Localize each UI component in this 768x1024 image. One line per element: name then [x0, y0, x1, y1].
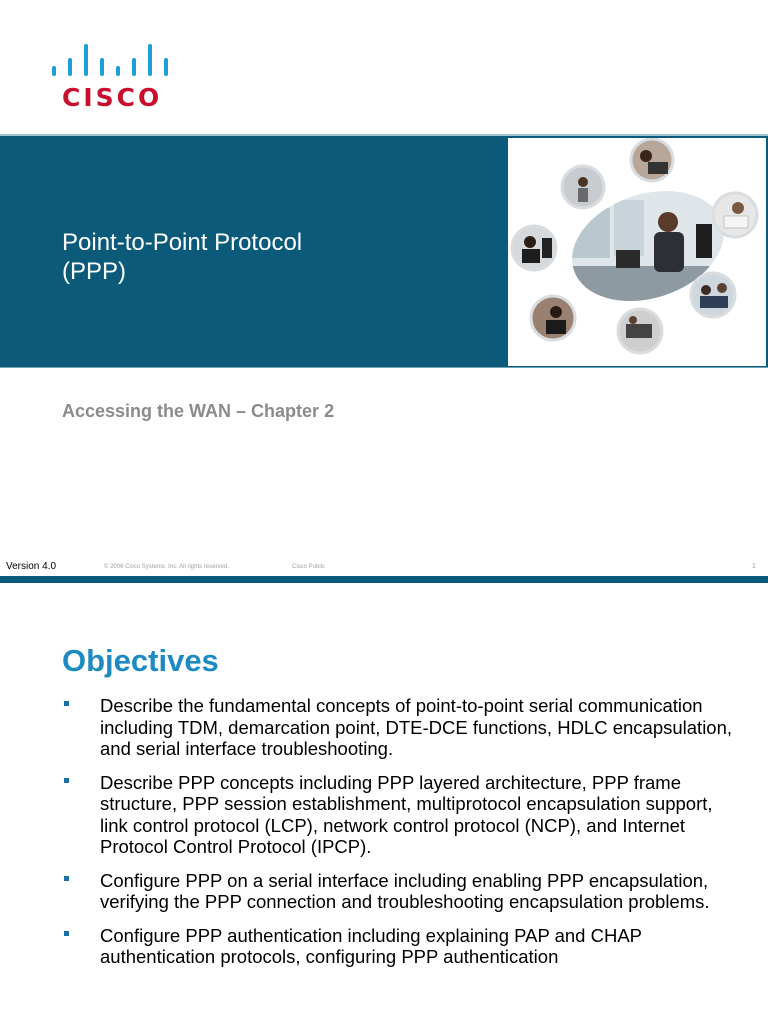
cisco-bars-icon — [52, 44, 174, 76]
divider — [0, 367, 768, 368]
slide-title — [62, 228, 302, 286]
page-number: 1 — [752, 563, 756, 570]
objectives-slide — [0, 591, 768, 1024]
bullet-text: Describe PPP concepts including PPP layered architecture, PPP frame structure, PPP session establishment, multiprotocol encapsulation support, link control protocol (LCP), network control protocol (NCP), and Internet Protocol Control Protocol (IPCP). — [100, 771, 713, 857]
bullet-text: Configure PPP on a serial interface including enabling PPP encapsulation, verifying the PPP connection and troubleshooting encapsulation problems. — [100, 869, 710, 912]
footer-classification: Cisco Public — [292, 564, 326, 570]
list-item — [62, 772, 742, 858]
footer-version: Version 4.0 — [6, 561, 57, 572]
cisco-logo — [50, 44, 175, 114]
title-line-1: Point-to-Point Protocol — [62, 229, 303, 256]
cisco-wordmark: CISCO — [62, 83, 163, 112]
slide-title: Objectives — [62, 643, 219, 678]
bullet-icon — [64, 778, 69, 783]
photo-collage — [508, 138, 766, 366]
list-item — [62, 925, 742, 968]
bullet-icon — [64, 931, 69, 936]
list-item — [62, 695, 742, 760]
people-collage-image — [508, 138, 766, 366]
title-line-2: (PPP) — [62, 258, 127, 285]
bullet-icon — [64, 876, 69, 881]
footer-bar — [0, 576, 768, 583]
footer-copyright: © 2006 Cisco Systems, Inc. All rights reserved. — [104, 564, 229, 570]
objectives-list — [62, 695, 742, 980]
bullet-icon — [64, 701, 69, 706]
bullet-text: Describe the fundamental concepts of point-to-point serial communication including TDM, demarcation point, DTE-DCE functions, HDLC encapsulation, and serial interface troubleshooting. — [100, 695, 733, 759]
bullet-text: Configure PPP authentication including explaining PAP and CHAP authentication protocols, configuring PPP authentication — [100, 924, 642, 967]
slide-subtitle: Accessing the WAN – Chapter 2 — [62, 401, 335, 421]
list-item — [62, 870, 742, 913]
slide-gap — [0, 583, 768, 591]
